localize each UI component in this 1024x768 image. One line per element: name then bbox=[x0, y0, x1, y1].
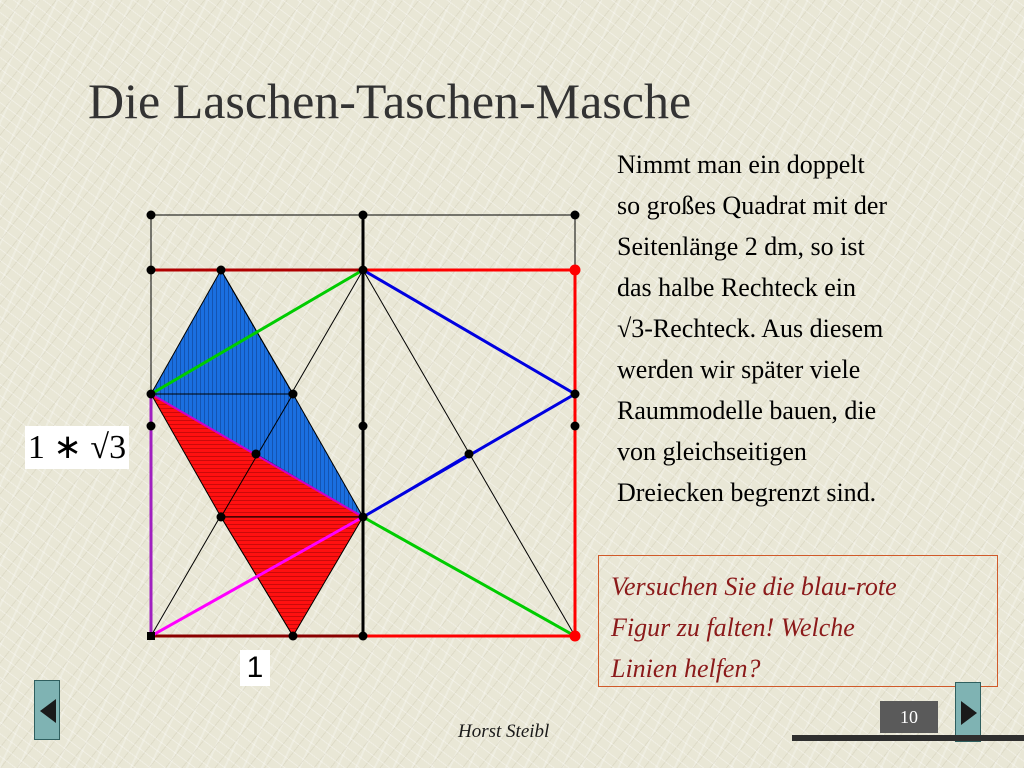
callout-line: Versuchen Sie die blau-rote bbox=[611, 572, 897, 601]
previous-slide-button[interactable] bbox=[34, 680, 60, 740]
text-line: Seitenlänge 2 dm, so ist bbox=[617, 232, 865, 261]
text-line: so großes Quadrat mit der bbox=[617, 191, 888, 220]
text-line: von gleichseitigen bbox=[617, 437, 807, 466]
text-line: √3-Rechteck. Aus diesem bbox=[617, 314, 884, 343]
green-lower-line bbox=[363, 517, 575, 636]
next-slide-button[interactable] bbox=[955, 682, 981, 742]
blue-fold-line bbox=[363, 270, 575, 517]
author-name: Horst Steibl bbox=[458, 721, 550, 742]
text-line: Raummodelle bauen, die bbox=[617, 396, 877, 425]
text-line: Dreiecken begrenzt sind. bbox=[617, 478, 877, 507]
red-bottom-triangle bbox=[221, 517, 363, 636]
task-callout-box bbox=[598, 555, 998, 687]
slide-title: Die Laschen-Taschen-Masche bbox=[88, 73, 692, 129]
text-line: Nimmt man ein doppelt bbox=[617, 150, 865, 179]
callout-line: Linien helfen? bbox=[611, 654, 761, 683]
callout-line: Figur zu falten! Welche bbox=[611, 613, 855, 642]
blue-top-triangle bbox=[151, 270, 293, 394]
text-line: das halbe Rechteck ein bbox=[617, 273, 856, 302]
footer-bar bbox=[792, 735, 1024, 741]
page-number-badge: 10 bbox=[880, 701, 938, 733]
bottom-length-label: 1 bbox=[240, 650, 270, 686]
explanation-text bbox=[617, 144, 1012, 513]
text-line: werden wir später viele bbox=[617, 355, 861, 384]
side-length-label: 1 ∗ √3 bbox=[25, 426, 129, 469]
blue-inner-line bbox=[363, 454, 469, 517]
